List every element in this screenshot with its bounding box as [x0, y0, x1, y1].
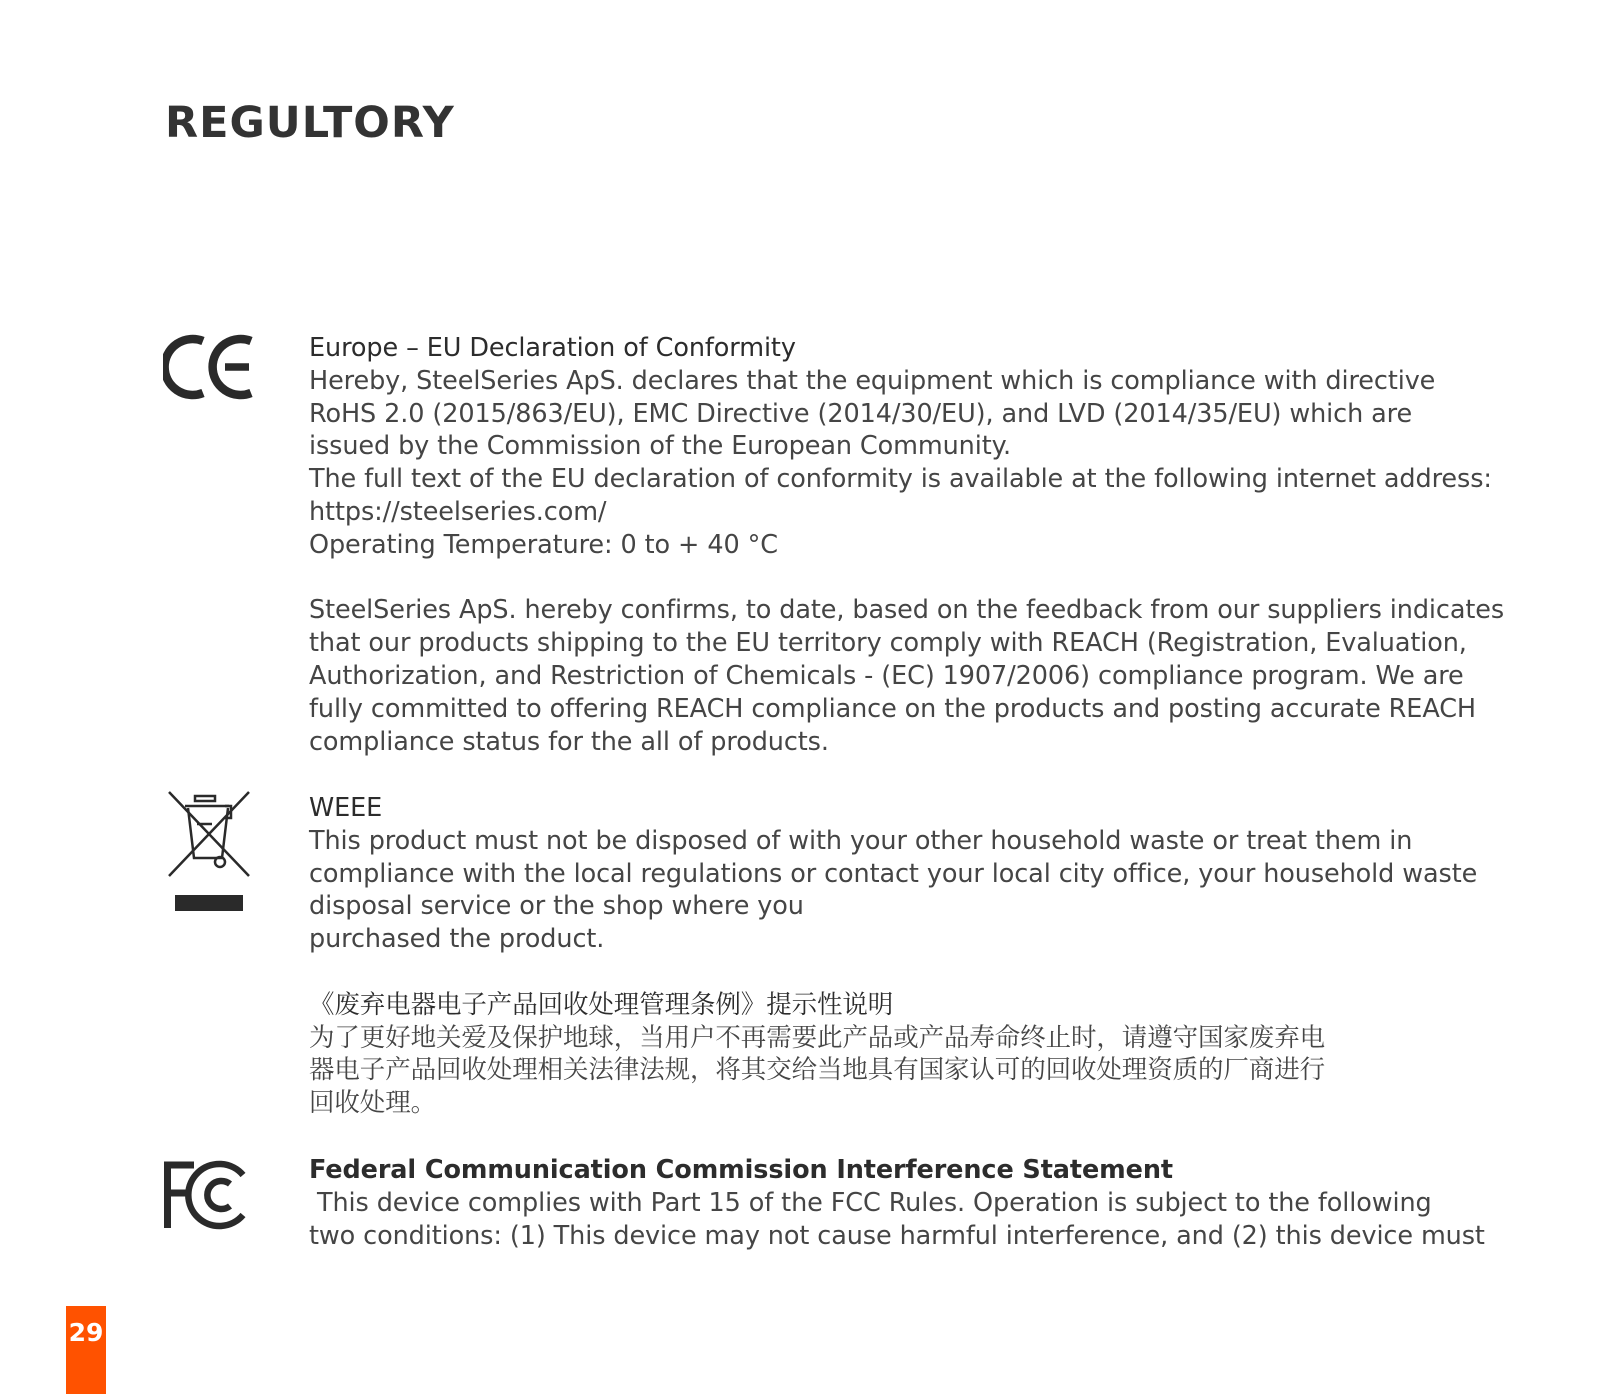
fcc-text-line: This device complies with Part 15 of the FCC Rules. Operation is subject to the following	[309, 1187, 1432, 1218]
weee-section	[309, 792, 1569, 1120]
reach-text-line: that our products shipping to the EU territory comply with REACH (Registration, Evaluation,	[309, 628, 1467, 659]
page-number: 29	[68, 1318, 104, 1347]
crossed-out-wheelie-bin-icon	[167, 790, 251, 918]
weee-cn-text-line: 回收处理。	[309, 1088, 437, 1119]
operating-temperature: Operating Temperature: 0 to + 40 °C	[309, 529, 778, 560]
eu-text-line: RoHS 2.0 (2015/863/EU), EMC Directive (2014/30/EU), and LVD (2014/35/EU) which are	[309, 398, 1413, 429]
weee-text-line: disposal service or the shop where you	[309, 891, 804, 922]
fcc-logo-icon	[164, 1160, 248, 1230]
weee-text-line: This product must not be disposed of with your other household waste or treat them in	[309, 825, 1413, 856]
reach-text-line: Authorization, and Restriction of Chemicals - (EC) 1907/2006) compliance program. We are	[309, 660, 1464, 691]
page-title: REGULTORY	[165, 98, 455, 148]
page-number-tab	[66, 1306, 106, 1394]
reach-text-line: SteelSeries ApS. hereby confirms, to date, based on the feedback from our suppliers indicates	[309, 595, 1505, 626]
fcc-heading: Federal Communication Commission Interference Statement	[309, 1155, 1173, 1185]
weee-text-line: compliance with the local regulations or contact your local city office, your household waste	[309, 858, 1478, 889]
eu-text-line: Hereby, SteelSeries ApS. declares that the equipment which is compliance with directive	[309, 365, 1436, 396]
reach-text-line: compliance status for the all of products.	[309, 726, 829, 757]
weee-cn-heading: 《废弃电器电子产品回收处理管理条例》提示性说明	[309, 989, 894, 1020]
eu-declaration-section	[309, 332, 1569, 758]
eu-text-line: The full text of the EU declaration of conformity is available at the following internet address:	[309, 464, 1492, 495]
eu-text-line: issued by the Commission of the European Community.	[309, 431, 1011, 462]
fcc-text-line: two conditions: (1) This device may not cause harmful interference, and (2) this device must	[309, 1220, 1485, 1251]
eu-url: https://steelseries.com/	[309, 496, 607, 527]
weee-cn-text-line: 为了更好地关爱及保护地球，当用户不再需要此产品或产品寿命终止时，请遵守国家废弃电	[309, 1022, 1326, 1053]
weee-cn-text-line: 器电子产品回收处理相关法律法规，将其交给当地具有国家认可的回收处理资质的厂商进行	[309, 1055, 1326, 1086]
ce-mark-icon	[163, 334, 256, 400]
weee-text-line: purchased the product.	[309, 924, 605, 955]
eu-declaration-heading: Europe – EU Declaration of Conformity	[309, 333, 796, 363]
weee-heading: WEEE	[309, 793, 383, 823]
reach-text-line: fully committed to offering REACH compliance on the products and posting accurate REACH	[309, 693, 1476, 724]
fcc-section	[309, 1154, 1569, 1252]
